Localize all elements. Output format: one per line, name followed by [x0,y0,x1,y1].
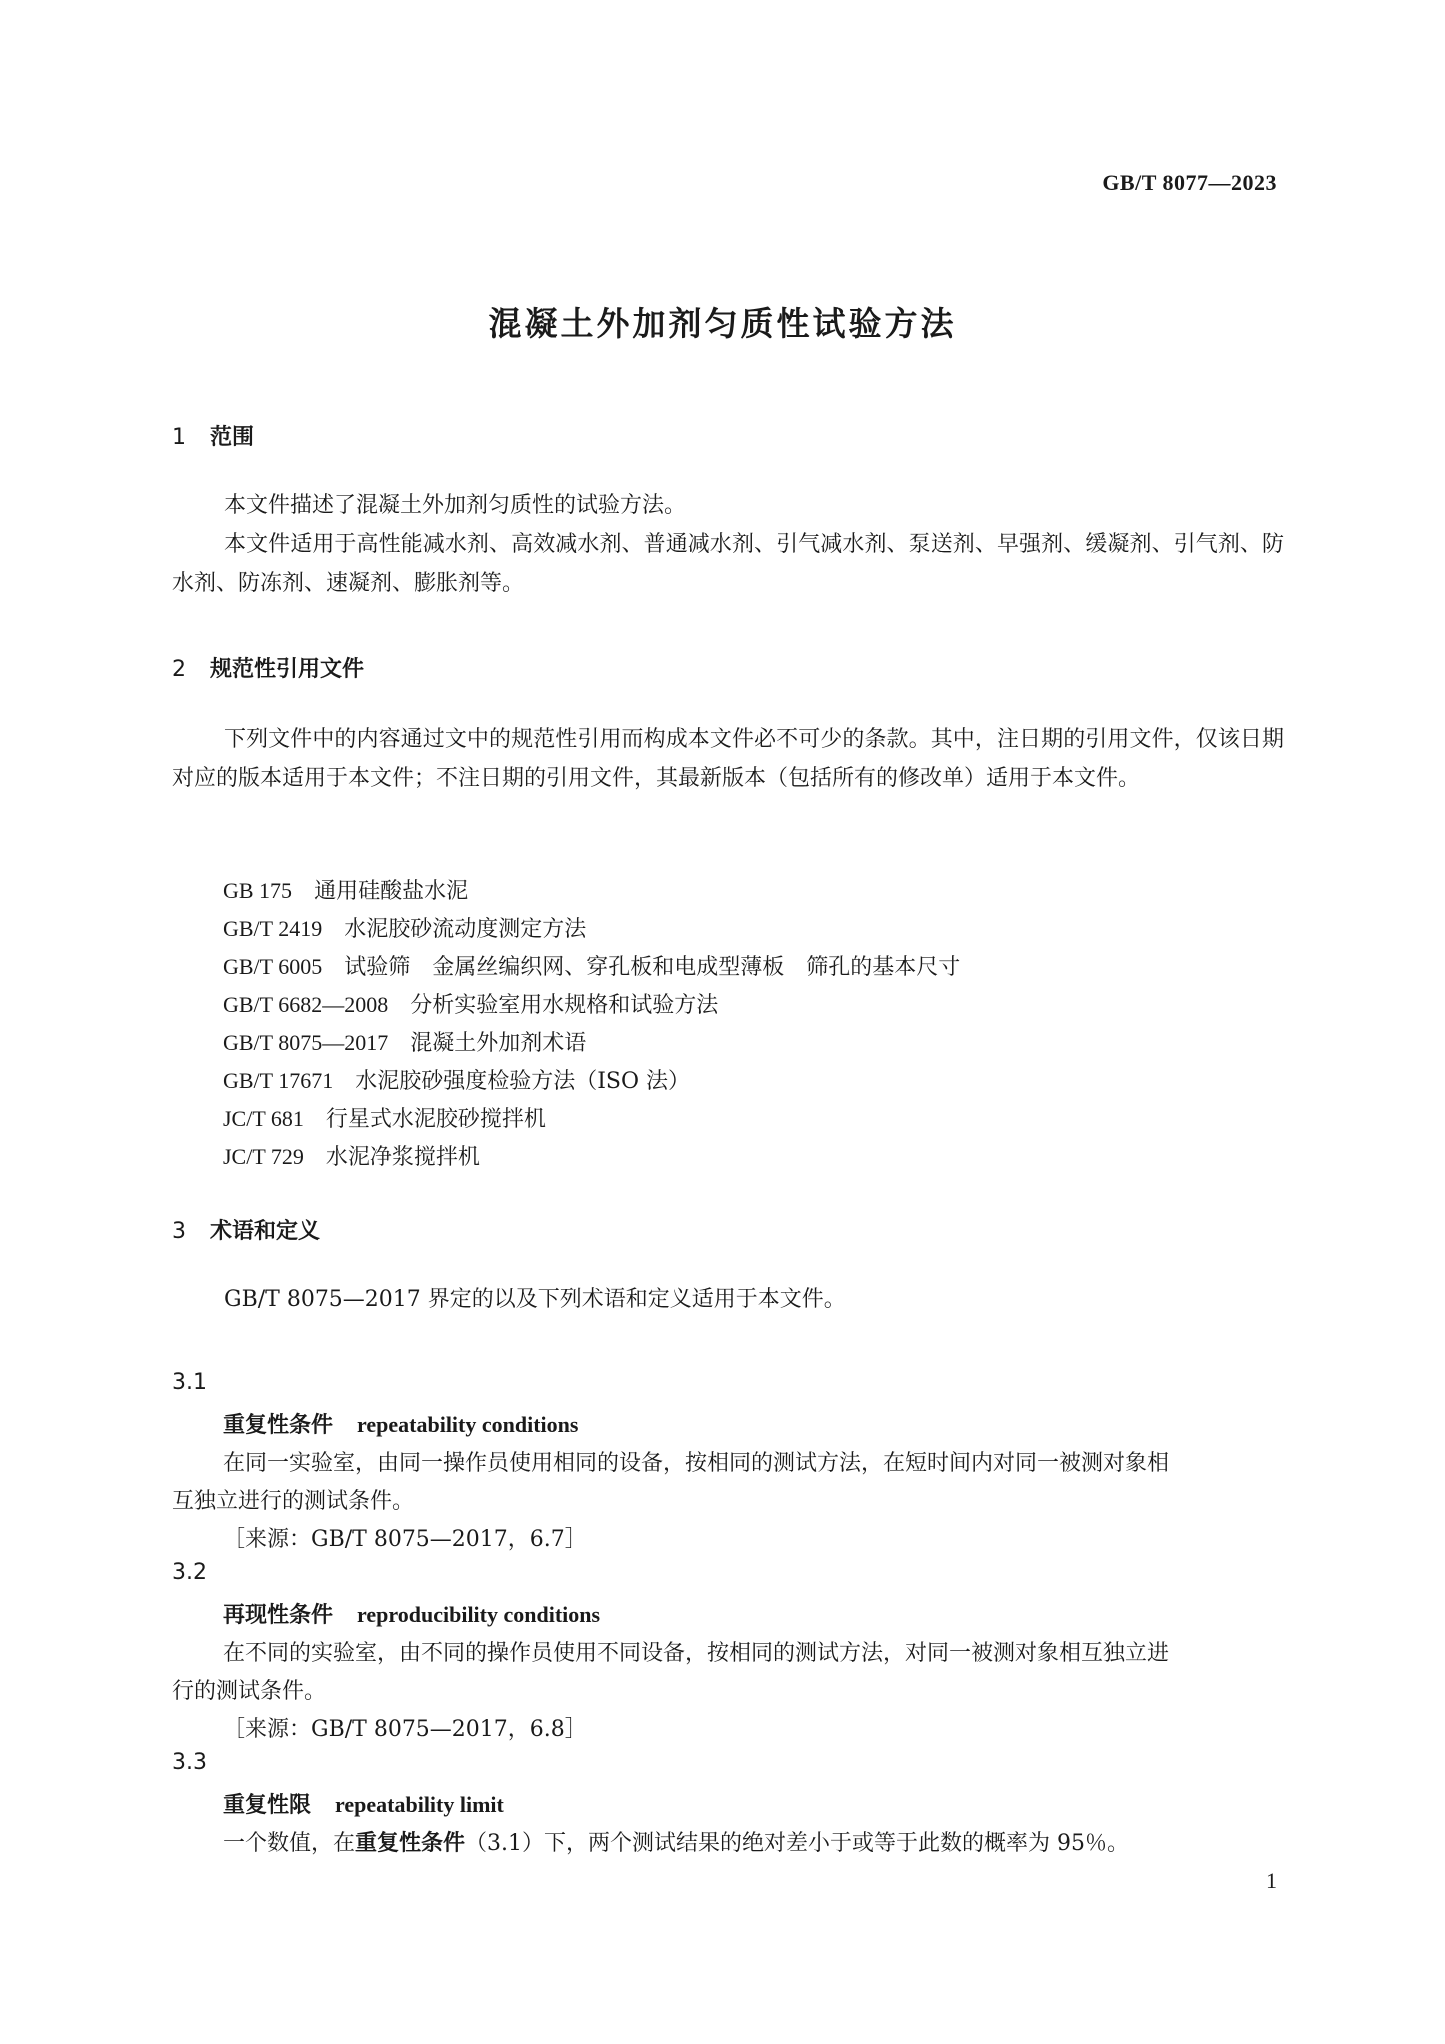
reference-item [223,986,960,1024]
reference-item [223,910,960,948]
reference-title: 水泥胶砂流动度测定方法 [344,917,587,942]
reference-item [223,1100,960,1138]
term-en: reproducibility conditions [357,1602,601,1627]
term-cn: 重复性条件 [223,1412,334,1438]
reference-title: 分析实验室用水规格和试验方法 [410,993,719,1018]
term-heading [223,1598,600,1629]
section-title: 规范性引用文件 [210,657,365,682]
term-definition-line: 在不同的实验室，由不同的操作员使用不同设备，按相同的测试方法，对同一被测对象相互独立进 [223,1641,1170,1666]
section-number: 2 [172,657,186,682]
reference-item [223,1062,960,1100]
term-definition-line: 行的测试条件。 [172,1679,327,1704]
term-source: ［来源：GB/T 8075—2017，6.7］ [223,1527,587,1552]
term-number: 3.1 [172,1370,207,1395]
reference-code: JC/T 729 [223,1144,304,1169]
term-heading [223,1408,578,1439]
section-1-paragraph-1: 本文件描述了混凝土外加剂匀质性的试验方法。 [224,493,687,518]
term-heading [223,1788,504,1819]
reference-item [223,1138,960,1176]
standard-code: GB/T 8077—2023 [1102,170,1277,195]
term-definition-line: 互独立进行的测试条件。 [172,1489,415,1514]
reference-item [223,1024,960,1062]
document-title: 混凝土外加剂匀质性试验方法 [488,304,957,343]
reference-code: GB/T 6682—2008 [223,992,389,1017]
reference-code: GB/T 8075—2017 [223,1030,389,1055]
section-3-paragraph: GB/T 8075—2017 界定的以及下列术语和定义适用于本文件。 [224,1287,846,1312]
reference-title: 通用硅酸盐水泥 [314,879,469,904]
reference-title: 混凝土外加剂术语 [410,1031,587,1056]
section-1-heading [172,420,254,451]
definition-text: 一个数值，在 [223,1831,356,1856]
section-number: 1 [172,425,186,450]
term-number: 3.2 [172,1560,207,1585]
section-2-paragraph: 下列文件中的内容通过文中的规范性引用而构成本文件必不可少的条款。其中，注日期的引用文件，仅该日期对应的版本适用于本文件；不注日期的引用文件，其最新版本（包括所有的修改单）适用于本文件。 [172,727,1284,791]
reference-item [223,872,960,910]
term-en: repeatability conditions [357,1412,579,1437]
reference-code: GB 175 [223,878,293,903]
term-en: repeatability limit [335,1792,504,1817]
reference-code: GB/T 2419 [223,916,323,941]
reference-item [223,948,960,986]
reference-code: GB/T 6005 [223,954,323,979]
section-title: 范围 [210,425,255,450]
reference-title: 试验筛 金属丝编织网、穿孔板和电成型薄板 筛孔的基本尺寸 [344,955,961,980]
reference-code: JC/T 681 [223,1106,304,1131]
term-cn: 再现性条件 [223,1602,334,1628]
section-2-heading [172,652,364,683]
reference-code: GB/T 17671 [223,1068,334,1093]
section-1-paragraph-2: 本文件适用于高性能减水剂、高效减水剂、普通减水剂、引气减水剂、泵送剂、早强剂、缓凝剂、引气剂、防水剂、防冻剂、速凝剂、膨胀剂等。 [172,532,1284,596]
term-definition-line [223,1826,1129,1857]
section-3-heading [172,1214,320,1245]
term-definition-line: 在同一实验室，由同一操作员使用相同的设备，按相同的测试方法，在短时间内对同一被测对象相 [223,1451,1170,1476]
term-number: 3.3 [172,1750,207,1775]
page-number: 1 [1266,1868,1277,1893]
term-source: ［来源：GB/T 8075—2017，6.8］ [223,1717,587,1742]
term-cn: 重复性限 [223,1792,312,1818]
reference-title: 水泥胶砂强度检验方法（ISO 法） [355,1069,691,1094]
normative-reference-list [223,872,960,1176]
section-number: 3 [172,1219,186,1244]
definition-text: （3.1）下，两个测试结果的绝对差小于或等于此数的概率为 95％。 [465,1831,1130,1856]
reference-title: 行星式水泥胶砂搅拌机 [325,1107,546,1132]
section-title: 术语和定义 [210,1219,321,1244]
reference-title: 水泥净浆搅拌机 [325,1145,480,1170]
term-reference: 重复性条件 [355,1830,466,1856]
